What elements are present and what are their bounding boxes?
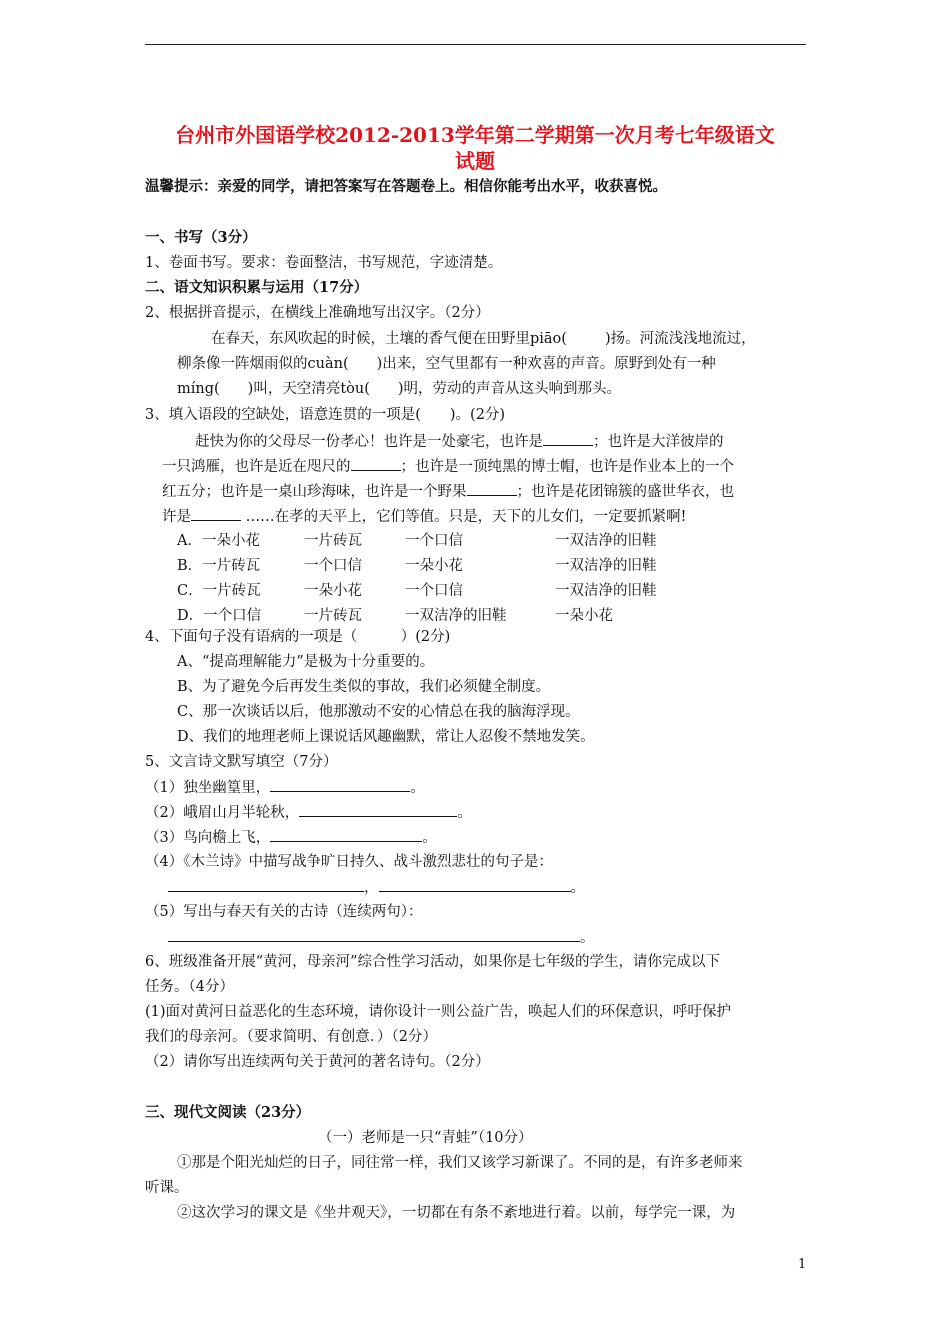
question-4-option-b: B、为了避免今后再发生类似的事故，我们必须健全制度。	[177, 679, 551, 695]
answer-blank	[299, 802, 457, 817]
question-5-item4-blanks	[168, 877, 585, 898]
section-3-heading: 三、现代文阅读（23分）	[145, 1104, 311, 1121]
reading-passage-title: （一）老师是一只“青蛙”（10分）	[318, 1130, 533, 1146]
q3-option-a-4: 一双洁净的旧鞋	[555, 533, 657, 549]
question-6-stem-line1: 6、班级准备开展“黄河，母亲河”综合性学习活动，如果你是七年级的学生，请你完成以下	[145, 954, 721, 970]
q3-text: ；也许是一顶纯黑的博士帽，也许是作业本上的一个	[400, 459, 734, 475]
q2-text: míng(	[177, 381, 220, 397]
q2-text: )叫，天空清亮tòu(	[247, 381, 370, 397]
q3-option-c-1: C．一片砖瓦	[177, 583, 261, 599]
answer-blank	[467, 481, 517, 496]
q5-text: （1）独坐幽篁里，	[145, 780, 271, 796]
question-4-option-c: C、那一次谈话以后，他那激动不安的心情总在我的脑海浮现。	[177, 704, 580, 720]
q3-text: ……在孝的天平上，它们等值。只是，天下的儿女们，一定要抓紧啊!	[245, 509, 687, 525]
q3-option-d-4: 一朵小花	[555, 608, 613, 624]
question-4-option-a: A、“提高理解能力”是极为十分重要的。	[177, 654, 435, 670]
question-2-line2	[177, 354, 716, 374]
q3-option-b-2: 一个口信	[304, 558, 362, 574]
q3-option-b-1: B．一片砖瓦	[177, 558, 261, 574]
answer-blank	[191, 506, 241, 521]
q3-text: ；也许是大洋彼岸的	[593, 434, 724, 450]
question-3-para2	[162, 456, 734, 477]
question-6-stem-line2: 任务。（4分）	[145, 979, 234, 995]
question-3-stem: 3、填入语段的空缺处，语意连贯的一项是( )。(2分)	[145, 407, 506, 423]
question-4-option-d: D、我们的地理老师上课说话风趣幽默，常让人忍俊不禁地发笑。	[177, 729, 595, 745]
question-3-para1	[195, 431, 724, 452]
q3-option-a-1: A．一朵小花	[177, 533, 260, 549]
q2-text: 柳条像一阵烟雨似的cuàn(	[177, 356, 349, 372]
answer-blank	[379, 877, 571, 892]
q3-option-c-2: 一朵小花	[304, 583, 362, 599]
exam-title-line1: 台州市外国语学校2012-2013学年第二学期第一次月考七年级语文	[175, 123, 775, 147]
question-3-para4	[162, 506, 686, 527]
q3-text: 一只鸿雁，也许是近在咫尺的	[162, 459, 351, 475]
q3-option-a-2: 一片砖瓦	[304, 533, 362, 549]
page-number: 1	[798, 1257, 807, 1272]
answer-blank	[270, 827, 422, 842]
answer-blank	[168, 927, 580, 942]
question-5-item3	[145, 827, 437, 848]
question-6-sub1-line1: (1)面对黄河日益恶化的生态环境，请你设计一则公益广告，唤起人们的环保意识，呼吁保护	[145, 1004, 732, 1020]
q3-text: 许是	[162, 509, 191, 525]
q5-text: （2）峨眉山月半轮秋，	[145, 805, 300, 821]
q3-option-c-4: 一双洁净的旧鞋	[555, 583, 657, 599]
section-1-heading: 一、书写（3分）	[145, 229, 257, 246]
question-5-stem: 5、文言诗文默写填空（7分）	[145, 754, 338, 770]
q2-text: )明，劳动的声音从这头响到那头。	[397, 381, 622, 397]
q3-text: ；也许是花团锦簇的盛世华衣，也	[516, 484, 734, 500]
answer-blank	[351, 456, 401, 471]
question-4-stem: 4、下面句子没有语病的一项是（ ）(2分)	[145, 629, 451, 645]
question-2-line1	[211, 329, 756, 349]
q5-text: ，	[364, 880, 379, 896]
question-3-para3	[162, 481, 734, 502]
q3-option-d-2: 一片砖瓦	[304, 608, 362, 624]
warm-tip: 温馨提示：亲爱的同学，请把答案写在答题卷上。相信你能考出水平，收获喜悦。	[145, 178, 667, 195]
exam-title-line2: 试题	[455, 149, 495, 173]
q3-option-b-4: 一双洁净的旧鞋	[555, 558, 657, 574]
q3-option-a-3: 一个口信	[405, 533, 463, 549]
q3-option-d-1: D．一个口信	[177, 608, 262, 624]
answer-blank	[270, 777, 410, 792]
q3-option-d-3: 一双洁净的旧鞋	[405, 608, 507, 624]
q2-text: 在春天，东风吹起的时候，土壤的香气便在田野里piāo(	[211, 331, 567, 347]
q5-text: 。	[580, 930, 595, 946]
question-5-item5-blank	[168, 927, 595, 948]
question-5-item5: （5）写出与春天有关的古诗（连续两句）：	[145, 904, 423, 920]
section-2-heading: 二、语文知识积累与运用（17分）	[145, 279, 369, 296]
question-5-item2	[145, 802, 472, 823]
question-6-sub2: （2）请你写出连续两句关于黄河的著名诗句。（2分）	[145, 1054, 490, 1070]
q3-text: 红五分；也许是一桌山珍海味，也许是一个野果	[162, 484, 467, 500]
header-rule	[145, 44, 806, 45]
q5-text: 。	[410, 780, 425, 796]
question-1: 1、卷面书写。要求：卷面整洁，书写规范，字迹清楚。	[145, 255, 503, 271]
question-5-item4: （4）《木兰诗》中描写战争旷日持久、战斗激烈悲壮的句子是：	[145, 854, 553, 870]
q5-text: 。	[570, 880, 585, 896]
question-6-sub1-line2: 我们的母亲河。（要求简明、有创意．）（2分）	[145, 1029, 437, 1045]
q5-text: 。	[457, 805, 472, 821]
q2-text: )出来，空气里都有一种欢喜的声音。原野到处有一种	[376, 356, 716, 372]
q2-text: )扬。河流浅浅地流过，	[604, 331, 756, 347]
q3-option-b-3: 一朵小花	[405, 558, 463, 574]
q5-text: 。	[422, 830, 437, 846]
reading-para1-line1: ①那是个阳光灿烂的日子，同往常一样，我们又该学习新课了。不同的是，有许多老师来	[177, 1155, 743, 1171]
answer-blank	[543, 431, 593, 446]
question-5-item1	[145, 777, 425, 798]
reading-para1-line2: 听课。	[145, 1180, 189, 1196]
question-2-stem: 2、根据拼音提示，在横线上准确地写出汉字。（2分）	[145, 305, 490, 321]
q3-option-c-3: 一个口信	[405, 583, 463, 599]
question-2-line3	[177, 379, 621, 399]
answer-blank	[168, 877, 364, 892]
q3-text: 赶快为你的父母尽一份孝心！也许是一处豪宅，也许是	[195, 434, 543, 450]
q5-text: （3）鸟向檐上飞，	[145, 830, 271, 846]
reading-para2-line1: ②这次学习的课文是《坐井观天》，一切都在有条不紊地进行着。以前，每学完一课，为	[177, 1205, 736, 1221]
